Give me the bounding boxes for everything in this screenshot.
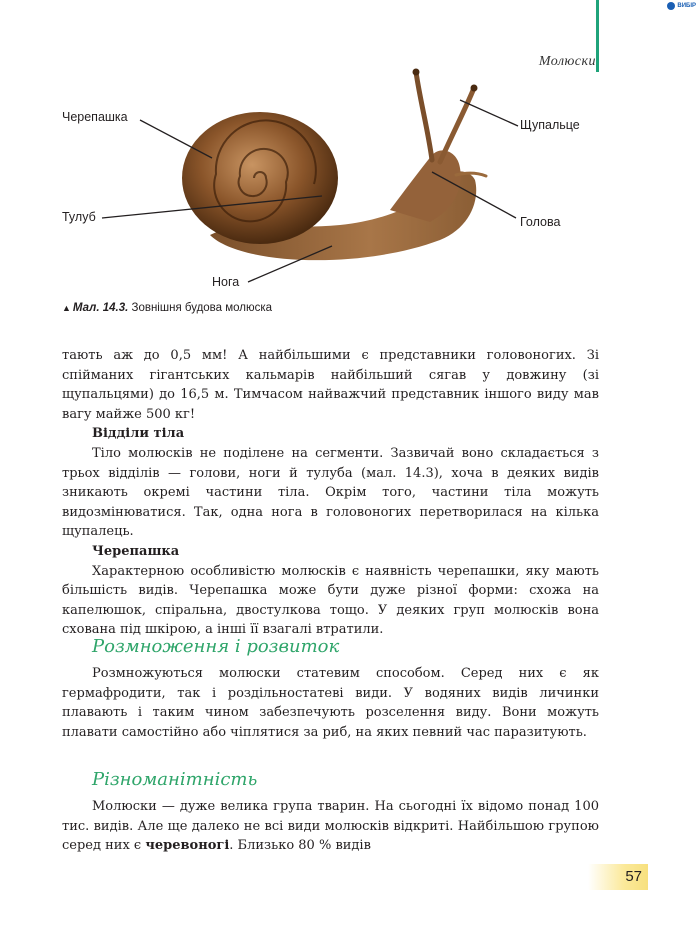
label-foot: Нога xyxy=(212,275,240,289)
subheading-body-parts: Відділи тіла xyxy=(92,426,185,442)
paragraph-reproduction: Розмножуються молюски статевим способом. Серед них є як гермафродити, так і роздільностатеві види. У водяних видів личинки плавають і таким чином забезпечують розселення виду. Вони можуть плавати самостійно або чіплятися за риб, на яких певний час паразитують. xyxy=(62,666,599,740)
subheading-shell: Черепашка xyxy=(92,543,180,559)
snail-tentacle-right xyxy=(440,88,474,162)
diversity-term-gastropods: черевоногі xyxy=(145,838,230,854)
paragraph-diversity xyxy=(62,797,599,856)
paragraph-body-parts: Тіло молюсків не поділене на сегменти. Зазвичай воно складається з трьох відділів — голови, ноги й тулуба (мал. 14.3), хоча в деяких видів зникають окремі частини тіла. Окрім того, частини тіла можуть видозмінюватися. Так, одна нога в головоногих перетворилася на кілька щупалець. xyxy=(62,445,599,540)
label-body: Тулуб xyxy=(62,210,96,224)
publisher-logo-text: ВИБІР xyxy=(677,3,696,9)
label-shell: Черепашка xyxy=(62,110,128,124)
reproduction-text-block xyxy=(62,664,599,742)
figure-caption xyxy=(62,302,272,314)
page-number: 57 xyxy=(588,864,648,890)
diversity-text-start: Молюски — дуже велика група тварин. На сьогодні їх відомо понад 100 тис. видів. Але ще далеко не всі види молюсків відкриті. Найбільшою групою серед них є xyxy=(62,799,599,854)
snail-tentacle-left xyxy=(416,72,432,160)
main-text-block xyxy=(62,346,599,640)
snail-eye-right xyxy=(471,85,478,92)
publisher-logo xyxy=(667,2,696,10)
running-header: Молюски xyxy=(538,54,596,69)
snail-figure xyxy=(60,60,600,300)
publisher-logo-icon xyxy=(667,2,675,10)
caption-marker-icon: ▲ xyxy=(62,303,71,313)
snail-eye-left xyxy=(413,69,420,76)
pointer-tentacle xyxy=(460,100,518,126)
label-head: Голова xyxy=(520,215,561,229)
section-title-reproduction: Розмноження і розвиток xyxy=(92,636,340,657)
paragraph-intro: тають аж до 0,5 мм! А найбільшими є представники головоногих. Зі спійманих гігантських кальмарів найбільший сягав у довжину (зі щупальцями) до 16,5 м. Тимчасом найважчий представник іншого виду мав вагу майже 500 кг! xyxy=(62,348,599,422)
paragraph-shell: Характерною особливістю молюсків є наявність черепашки, яку мають більшість видів. Черепашка може бути дуже різної форми: схожа на капелюшок, спіральна, двостулкова тощо. У деяких груп молюсків вона схована під шкірою, а інші її взагалі втратили. xyxy=(62,563,599,638)
caption-text: Зовнішня будова молюска xyxy=(128,302,273,314)
diversity-text-block xyxy=(62,797,599,856)
snail-illustration xyxy=(60,60,600,300)
section-title-diversity: Різноманітність xyxy=(92,769,258,790)
label-tentacle: Щупальце xyxy=(520,118,580,132)
caption-label: Мал. 14.3. xyxy=(72,302,129,314)
diversity-text-end: . Близько 80 % видів xyxy=(229,838,371,854)
